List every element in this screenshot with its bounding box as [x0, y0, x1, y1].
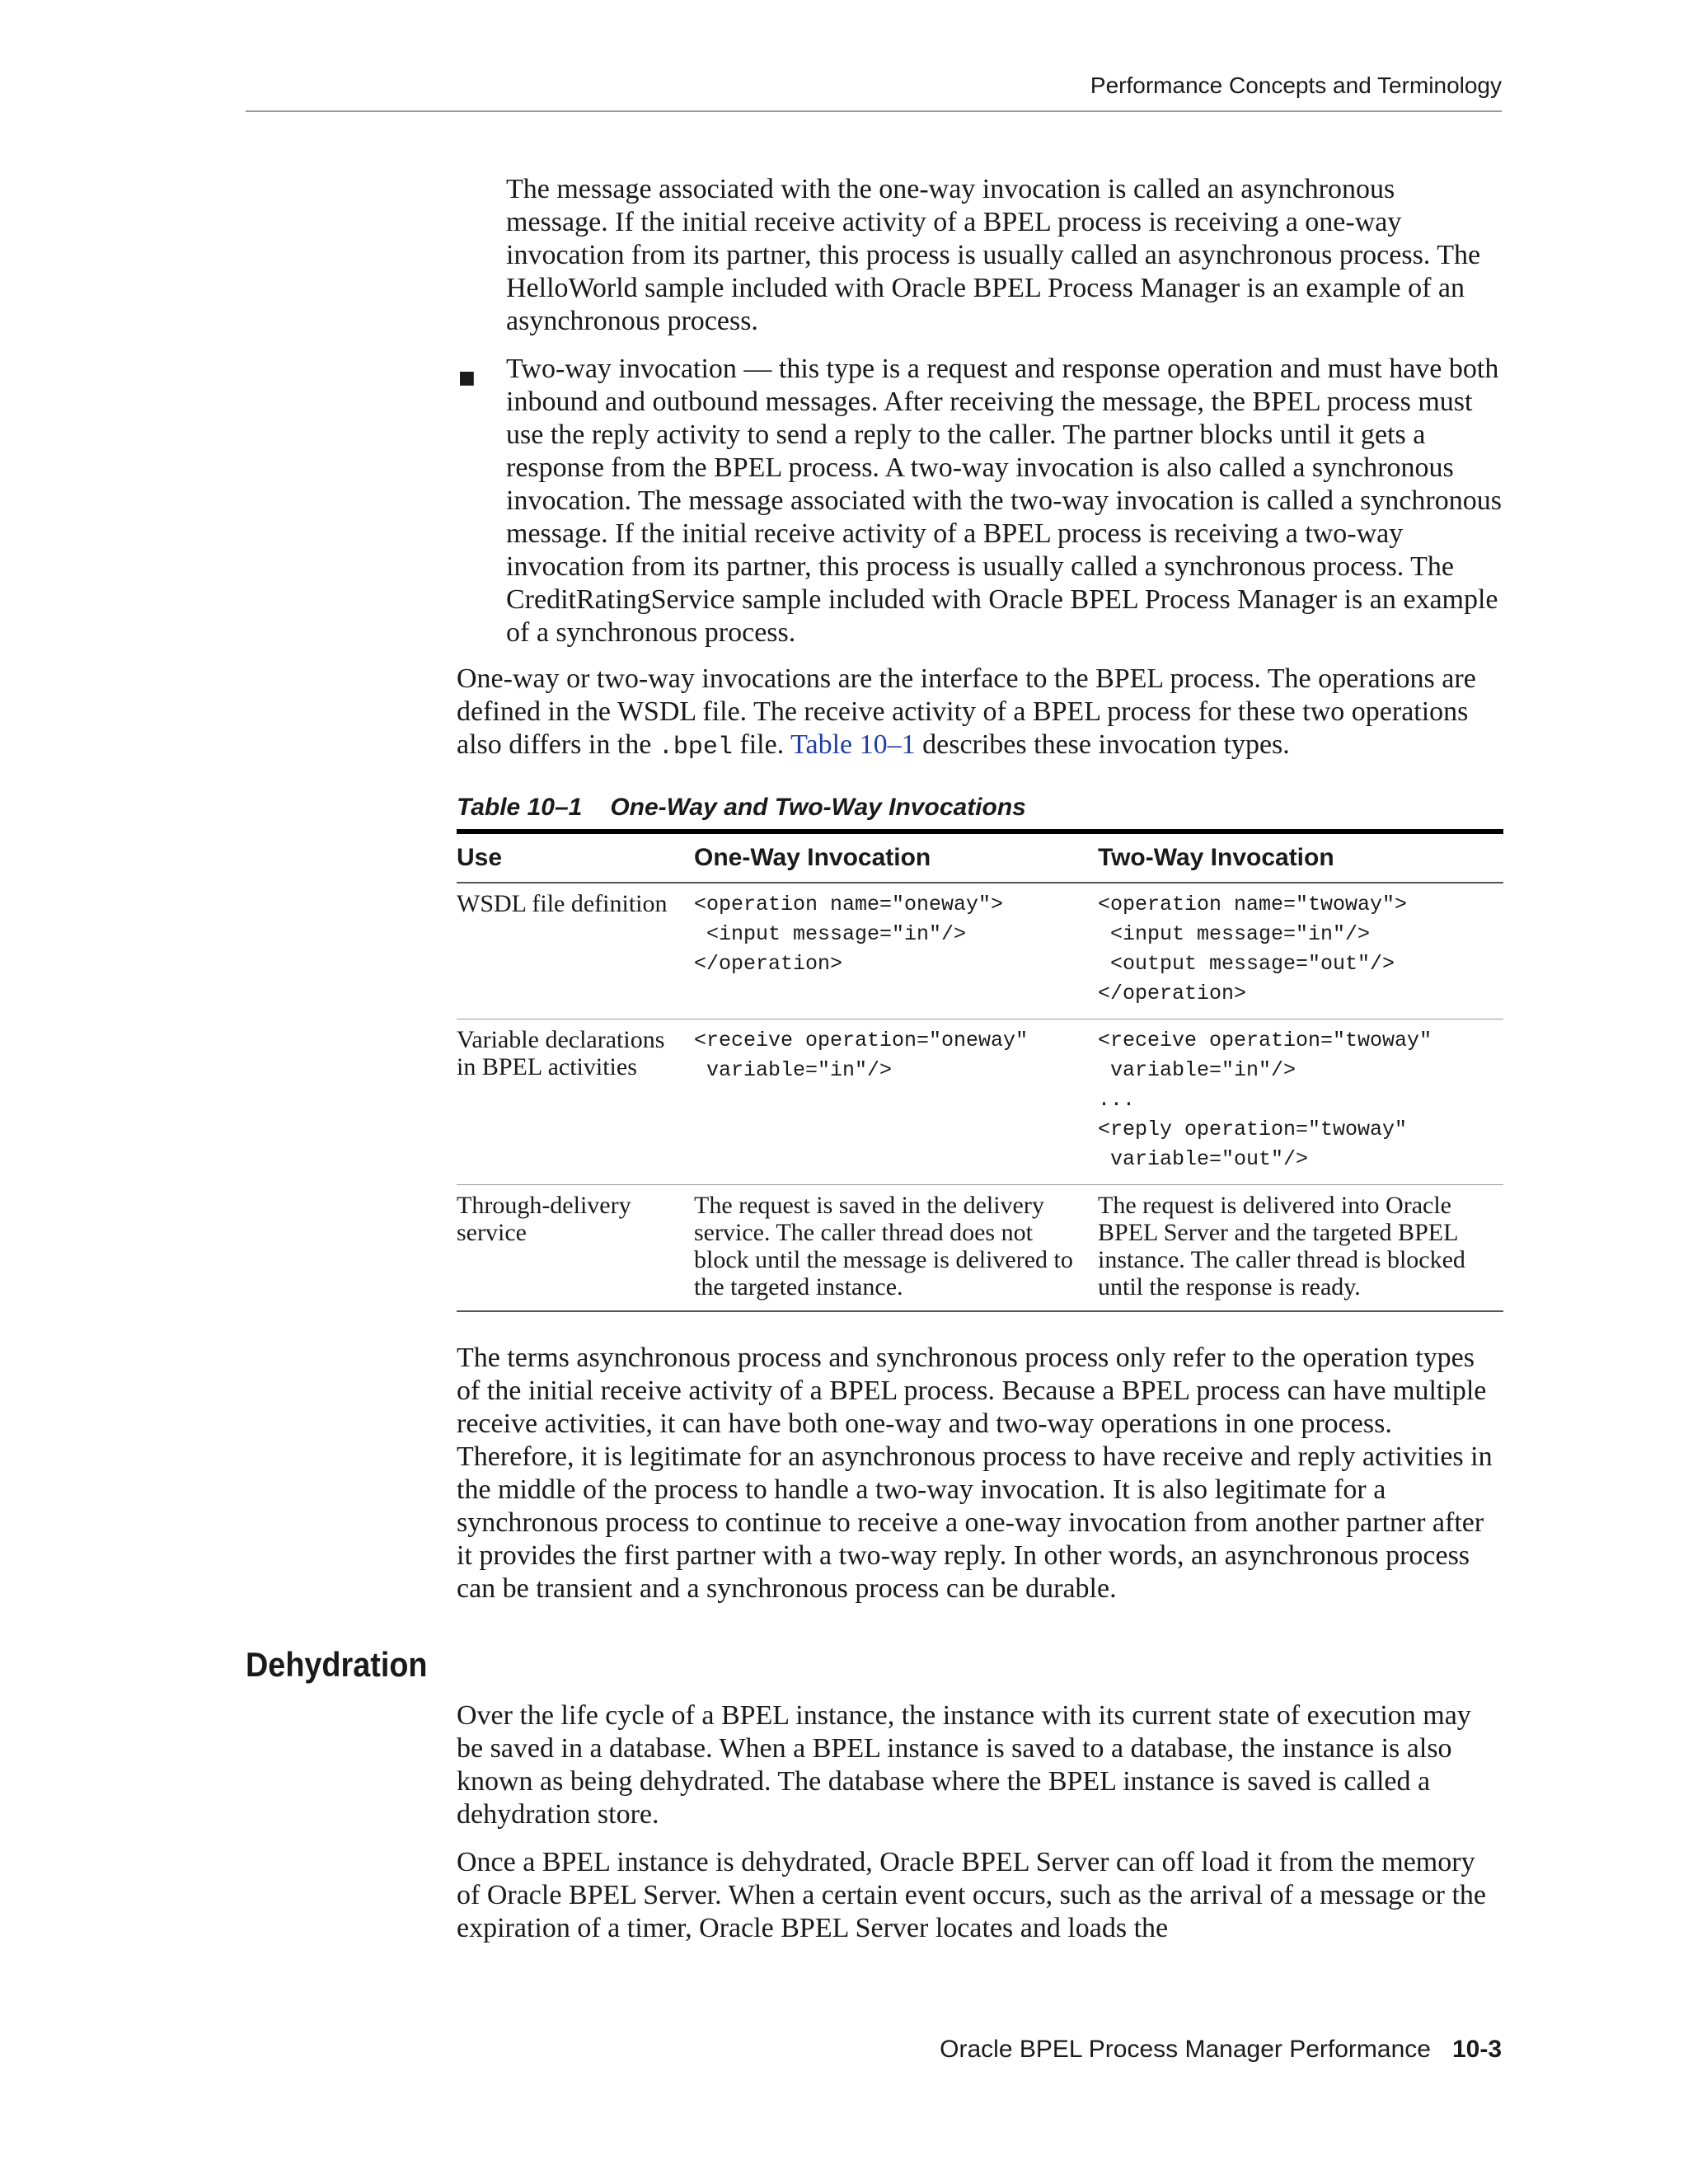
header-use: Use: [457, 832, 694, 883]
bullet-square-icon: ■: [458, 368, 476, 388]
table-row: [457, 1185, 1503, 1312]
header-one-way: One-Way Invocation: [694, 832, 1098, 883]
running-header: [246, 73, 1502, 112]
table-caption-title: One-Way and Two-Way Invocations: [610, 794, 1026, 821]
table-row: [457, 883, 1503, 1019]
cell-one-way: <receive operation="oneway" variable="in"/>: [694, 1019, 1098, 1185]
table-caption-label: Table 10–1: [457, 794, 583, 821]
dehydration-paragraph-2: Once a BPEL instance is dehydrated, Oracle BPEL Server can off load it from the memory of Oracle BPEL Server. When a certain event occurs, such as the arrival of a message or the expiration of a timer, Oracle BPEL Server locates and loads the: [457, 1847, 1487, 1943]
cell-use: WSDL file definition: [457, 883, 694, 1019]
header-two-way: Two-Way Invocation: [1098, 832, 1503, 883]
dehydration-paragraph-1: Over the life cycle of a BPEL instance, the instance with its current state of execution may be saved in a database. When a BPEL instance is saved to a database, the instance is also known as being dehydrated. The database where the BPEL instance is saved is called a dehydration store.: [457, 1700, 1471, 1830]
interface-text-part1: One-way or two-way invocations are the interface to the BPEL process. The operations are defined in the WSDL file. The receive activity of a BPEL process for these two operations also differs in the: [457, 663, 1476, 760]
footer-book-title: Oracle BPEL Process Manager Performance: [940, 2036, 1431, 2063]
cell-use: Through-delivery service: [457, 1192, 631, 1246]
interface-text-part2: file.: [732, 729, 791, 760]
cell-two-way: <operation name="twoway"> <input message="in"/> <output message="out"/> </operation>: [1098, 883, 1503, 1019]
footer-page-number: 10-3: [1451, 2036, 1502, 2063]
table-caption: [457, 794, 1026, 822]
cell-one-way: The request is saved in the delivery service. The caller thread does not block until the message is delivered to the targeted instance.: [694, 1192, 1073, 1301]
cell-use: Variable declarations in BPEL activities: [457, 1019, 694, 1185]
cell-one-way: <operation name="oneway"> <input message="in"/> </operation>: [694, 883, 1098, 1019]
intro-paragraph: The message associated with the one-way invocation is called an asynchronous message. If the initial receive activity of a BPEL process is receiving a one-way invocation from its partner, this process is usually called an asynchronous process. The HelloWorld sample included with Oracle BPEL Process Manager is an example of an asynchronous process.: [506, 174, 1481, 336]
table-reference-link[interactable]: Table 10–1: [790, 729, 916, 760]
invocations-table: [457, 829, 1503, 1312]
cell-two-way: <receive operation="twoway" variable="in"/> ... <reply operation="twoway" variable="out"/>: [1098, 1019, 1503, 1185]
table-header-row: [457, 832, 1503, 883]
interface-text-part3: describes these invocation types.: [915, 729, 1290, 760]
inline-code: .bpel: [658, 733, 733, 762]
section-heading: Dehydration: [246, 1645, 428, 1684]
bullet-paragraph: Two-way invocation — this type is a request and response operation and must have both inbound and outbound messages. After receiving the message, the BPEL process must use the reply activity to send a reply to the caller. The partner blocks until it gets a response from the BPEL process. A two-way invocation is also called a synchronous invocation. The message associated with the two-way invocation is called a synchronous message. If the initial receive activity of a BPEL process is receiving a two-way invocation from its partner, this process is usually called a synchronous process. The CreditRatingService sample included with Oracle BPEL Process Manager is an example of a synchronous process.: [506, 354, 1502, 648]
table-row: [457, 1019, 1503, 1185]
terms-paragraph: The terms asynchronous process and synchronous process only refer to the operation types of the initial receive activity of a BPEL process. Because a BPEL process can have multiple receive activities, it can have both one-way and two-way operations in one process. Therefore, it is legitimate for an asynchronous process to have receive and reply activities in the middle of the process to handle a two-way invocation. It is also legitimate for a synchronous process to continue to receive a one-way invocation from another partner after it provides the first partner with a two-way reply. In other words, an asynchronous process can be transient and a synchronous process can be durable.: [457, 1343, 1493, 1604]
running-header-title: Performance Concepts and Terminology: [1090, 73, 1502, 98]
cell-two-way: The request is delivered into Oracle BPEL Server and the targeted BPEL instance. The caller thread is blocked until the response is ready.: [1098, 1192, 1465, 1301]
interface-paragraph: [457, 663, 1503, 764]
page-footer: [246, 2036, 1502, 2064]
